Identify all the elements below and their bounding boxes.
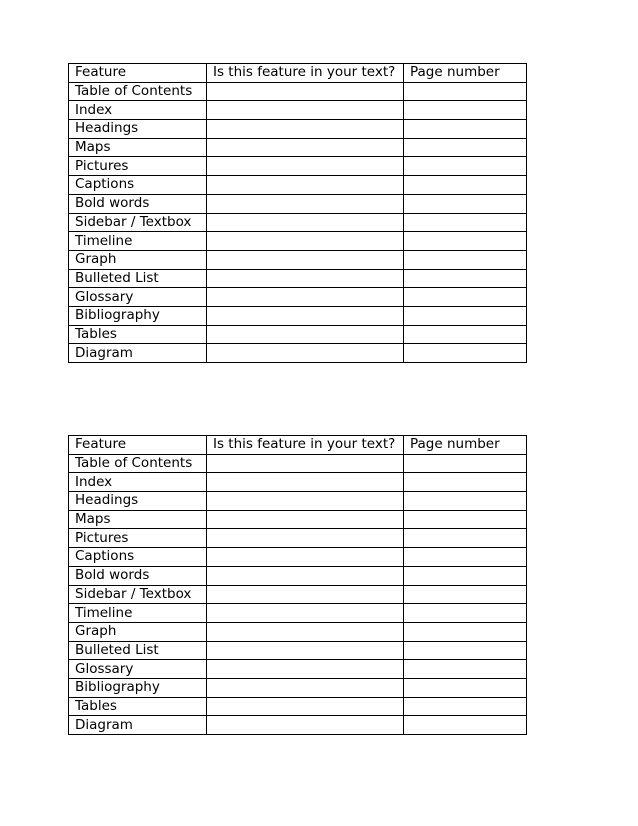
feature-cell: Pictures — [69, 157, 207, 176]
page-number-cell[interactable] — [404, 622, 527, 641]
page-number-cell[interactable] — [404, 697, 527, 716]
page-number-cell[interactable] — [404, 306, 527, 325]
feature-cell: Diagram — [69, 344, 207, 363]
feature-cell: Index — [69, 101, 207, 120]
page-number-cell[interactable] — [404, 120, 527, 139]
feature-cell: Glossary — [69, 660, 207, 679]
page-number-cell[interactable] — [404, 269, 527, 288]
table-row — [69, 157, 527, 176]
feature-cell: Diagram — [69, 716, 207, 735]
table-row — [69, 473, 527, 492]
header-in-your-text: Is this feature in your text? — [207, 436, 404, 455]
in-your-text-cell[interactable] — [207, 138, 404, 157]
table-row — [69, 101, 527, 120]
table-row — [69, 306, 527, 325]
table-row — [69, 641, 527, 660]
feature-cell: Table of Contents — [69, 454, 207, 473]
feature-cell: Bulleted List — [69, 269, 207, 288]
feature-cell: Graph — [69, 250, 207, 269]
in-your-text-cell[interactable] — [207, 157, 404, 176]
in-your-text-cell[interactable] — [207, 473, 404, 492]
feature-cell: Sidebar / Textbox — [69, 213, 207, 232]
feature-cell: Sidebar / Textbox — [69, 585, 207, 604]
page-number-cell[interactable] — [404, 566, 527, 585]
page-number-cell[interactable] — [404, 548, 527, 567]
in-your-text-cell[interactable] — [207, 176, 404, 195]
page-number-cell[interactable] — [404, 288, 527, 307]
page-number-cell[interactable] — [404, 473, 527, 492]
page-number-cell[interactable] — [404, 344, 527, 363]
in-your-text-cell[interactable] — [207, 697, 404, 716]
table-row — [69, 120, 527, 139]
in-your-text-cell[interactable] — [207, 325, 404, 344]
in-your-text-cell[interactable] — [207, 548, 404, 567]
page-number-cell[interactable] — [404, 492, 527, 511]
page-number-cell[interactable] — [404, 529, 527, 548]
feature-cell: Bulleted List — [69, 641, 207, 660]
in-your-text-cell[interactable] — [207, 678, 404, 697]
feature-cell: Timeline — [69, 232, 207, 251]
header-page-number: Page number — [404, 436, 527, 455]
page-number-cell[interactable] — [404, 325, 527, 344]
in-your-text-cell[interactable] — [207, 344, 404, 363]
feature-cell: Captions — [69, 176, 207, 195]
table-row — [69, 325, 527, 344]
in-your-text-cell[interactable] — [207, 585, 404, 604]
header-page-number: Page number — [404, 64, 527, 83]
feature-cell: Tables — [69, 697, 207, 716]
table-row — [69, 529, 527, 548]
table-row — [69, 138, 527, 157]
table-row — [69, 250, 527, 269]
feature-table-2 — [68, 435, 527, 735]
table-row — [69, 194, 527, 213]
in-your-text-cell[interactable] — [207, 232, 404, 251]
page-number-cell[interactable] — [404, 176, 527, 195]
table-row — [69, 622, 527, 641]
feature-cell: Maps — [69, 510, 207, 529]
table-header-row — [69, 436, 527, 455]
feature-cell: Graph — [69, 622, 207, 641]
in-your-text-cell[interactable] — [207, 213, 404, 232]
in-your-text-cell[interactable] — [207, 82, 404, 101]
in-your-text-cell[interactable] — [207, 604, 404, 623]
table-row — [69, 344, 527, 363]
in-your-text-cell[interactable] — [207, 566, 404, 585]
header-feature: Feature — [69, 64, 207, 83]
feature-cell: Headings — [69, 120, 207, 139]
in-your-text-cell[interactable] — [207, 288, 404, 307]
in-your-text-cell[interactable] — [207, 250, 404, 269]
table-body — [69, 454, 527, 734]
table-row — [69, 510, 527, 529]
header-in-your-text: Is this feature in your text? — [207, 64, 404, 83]
page-number-cell[interactable] — [404, 660, 527, 679]
header-feature: Feature — [69, 436, 207, 455]
page-number-cell[interactable] — [404, 510, 527, 529]
table-row — [69, 678, 527, 697]
in-your-text-cell[interactable] — [207, 529, 404, 548]
table-row — [69, 697, 527, 716]
in-your-text-cell[interactable] — [207, 194, 404, 213]
in-your-text-cell[interactable] — [207, 716, 404, 735]
table-row — [69, 454, 527, 473]
page-number-cell[interactable] — [404, 716, 527, 735]
table-row — [69, 660, 527, 679]
feature-cell: Bold words — [69, 194, 207, 213]
page-number-cell[interactable] — [404, 641, 527, 660]
feature-cell: Table of Contents — [69, 82, 207, 101]
in-your-text-cell[interactable] — [207, 660, 404, 679]
in-your-text-cell[interactable] — [207, 641, 404, 660]
in-your-text-cell[interactable] — [207, 101, 404, 120]
in-your-text-cell[interactable] — [207, 269, 404, 288]
page-number-cell[interactable] — [404, 250, 527, 269]
table-row — [69, 585, 527, 604]
table-row — [69, 492, 527, 511]
feature-table-1 — [68, 63, 527, 363]
page-number-cell[interactable] — [404, 82, 527, 101]
feature-cell: Bold words — [69, 566, 207, 585]
table-row — [69, 566, 527, 585]
table-row — [69, 548, 527, 567]
page-number-cell[interactable] — [404, 678, 527, 697]
feature-cell: Index — [69, 473, 207, 492]
page-number-cell[interactable] — [404, 454, 527, 473]
feature-cell: Headings — [69, 492, 207, 511]
feature-cell: Tables — [69, 325, 207, 344]
table-header-row — [69, 64, 527, 83]
table-row — [69, 82, 527, 101]
in-your-text-cell[interactable] — [207, 306, 404, 325]
table-row — [69, 176, 527, 195]
table-body — [69, 82, 527, 362]
table-row — [69, 269, 527, 288]
page-number-cell[interactable] — [404, 585, 527, 604]
page-number-cell[interactable] — [404, 157, 527, 176]
feature-cell: Bibliography — [69, 306, 207, 325]
table-row — [69, 232, 527, 251]
page-number-cell[interactable] — [404, 138, 527, 157]
table-row — [69, 213, 527, 232]
in-your-text-cell[interactable] — [207, 492, 404, 511]
page-number-cell[interactable] — [404, 194, 527, 213]
feature-cell: Bibliography — [69, 678, 207, 697]
feature-cell: Glossary — [69, 288, 207, 307]
page-number-cell[interactable] — [404, 101, 527, 120]
feature-cell: Captions — [69, 548, 207, 567]
in-your-text-cell[interactable] — [207, 120, 404, 139]
page-number-cell[interactable] — [404, 604, 527, 623]
feature-cell: Timeline — [69, 604, 207, 623]
in-your-text-cell[interactable] — [207, 454, 404, 473]
feature-cell: Maps — [69, 138, 207, 157]
in-your-text-cell[interactable] — [207, 622, 404, 641]
table-row — [69, 716, 527, 735]
feature-cell: Pictures — [69, 529, 207, 548]
table-row — [69, 288, 527, 307]
in-your-text-cell[interactable] — [207, 510, 404, 529]
page-number-cell[interactable] — [404, 232, 527, 251]
table-row — [69, 604, 527, 623]
page-number-cell[interactable] — [404, 213, 527, 232]
